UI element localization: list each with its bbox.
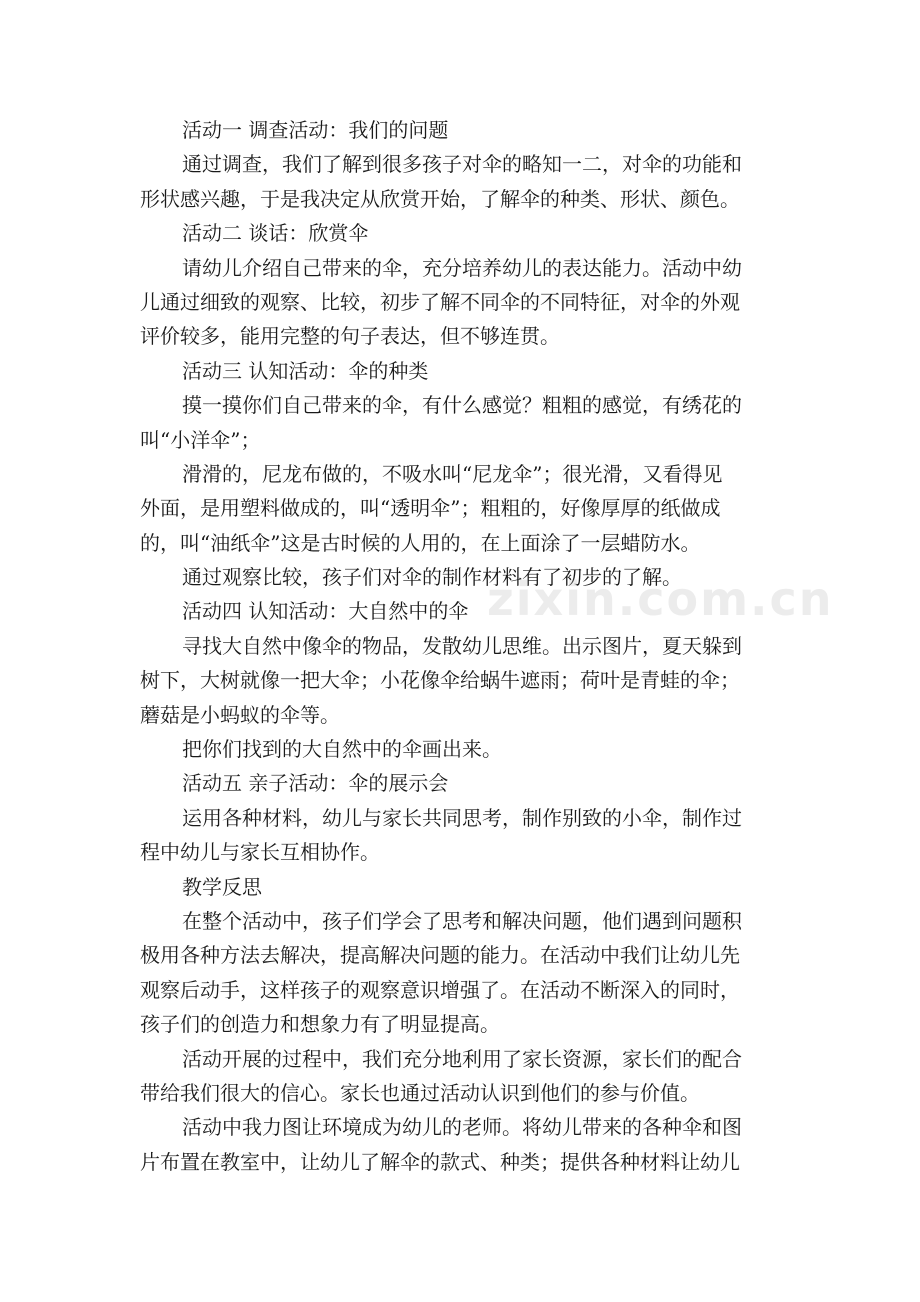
heading-activity-2: 活动二 谈话：欣赏伞 xyxy=(182,221,369,246)
paragraph-line: 活动中我力图让环境成为幼儿的老师。将幼儿带来的各种伞和图 xyxy=(182,1115,742,1140)
paragraph-line: 树下，大树就像一把大伞；小花像伞给蜗牛遮雨；荷叶是青蛙的伞； xyxy=(140,668,740,693)
heading-activity-4: 活动四 认知活动：大自然中的伞 xyxy=(182,599,469,624)
paragraph-line: 外面，是用塑料做成的，叫“透明伞”；粗粗的，好像厚厚的纸做成 xyxy=(140,496,721,521)
paragraph-line: 的，叫“油纸伞”这是古时候的人用的，在上面涂了一层蜡防水。 xyxy=(140,530,701,555)
paragraph-line: 极用各种方法去解决，提高解决问题的能力。在活动中我们让幼儿先 xyxy=(140,943,740,968)
paragraph-line: 带给我们很大的信心。家长也通过活动认识到他们的参与价值。 xyxy=(140,1080,700,1105)
paragraph-line: 把你们找到的大自然中的伞画出来。 xyxy=(182,737,502,762)
heading-teaching-reflection: 教学反思 xyxy=(182,874,262,899)
paragraph-line: 滑滑的，尼龙布做的，不吸水叫“尼龙伞”；很光滑，又看得见 xyxy=(182,461,723,486)
paragraph-line: 寻找大自然中像伞的物品，发散幼儿思维。出示图片，夏天躲到 xyxy=(182,633,742,658)
paragraph-line: 通过观察比较，孩子们对伞的制作材料有了初步的了解。 xyxy=(182,565,682,590)
paragraph-line: 评价较多，能用完整的句子表达，但不够连贯。 xyxy=(140,324,560,349)
heading-activity-1: 活动一 调查活动：我们的问题 xyxy=(182,118,449,142)
paragraph-line: 形状感兴趣，于是我决定从欣赏开始，了解伞的种类、形状、颜色。 xyxy=(140,186,740,211)
paragraph-line: 蘑菇是小蚂蚁的伞等。 xyxy=(140,702,340,727)
paragraph-line: 通过调查，我们了解到很多孩子对伞的略知一二，对伞的功能和 xyxy=(182,152,742,177)
heading-activity-5: 活动五 亲子活动：伞的展示会 xyxy=(182,771,449,796)
paragraph-line: 运用各种材料，幼儿与家长共同思考，制作别致的小伞，制作过 xyxy=(182,805,742,830)
paragraph-line: 片布置在教室中，让幼儿了解伞的款式、种类；提供各种材料让幼儿 xyxy=(140,1149,740,1174)
paragraph-line: 摸一摸你们自己带来的伞，有什么感觉？粗粗的感觉，有绣花的 xyxy=(182,393,742,418)
paragraph-line: 程中幼儿与家长互相协作。 xyxy=(140,840,380,865)
paragraph-line: 观察后动手，这样孩子的观察意识增强了。在活动不断深入的同时， xyxy=(140,977,740,1002)
paragraph-line: 在整个活动中，孩子们学会了思考和解决问题，他们遇到问题积 xyxy=(182,908,742,933)
paragraph-line: 孩子们的创造力和想象力有了明显提高。 xyxy=(140,1012,500,1037)
paragraph-line: 儿通过细致的观察、比较，初步了解不同伞的不同特征，对伞的外观 xyxy=(140,289,740,314)
heading-activity-3: 活动三 认知活动：伞的种类 xyxy=(182,358,429,383)
watermark-text: zixin.com.cn xyxy=(487,572,834,626)
paragraph-line: 叫“小洋伞”； xyxy=(140,427,261,452)
paragraph-line: 请幼儿介绍自己带来的伞，充分培养幼儿的表达能力。活动中幼 xyxy=(182,255,742,280)
paragraph-line: 活动开展的过程中，我们充分地利用了家长资源，家长们的配合 xyxy=(182,1046,742,1071)
